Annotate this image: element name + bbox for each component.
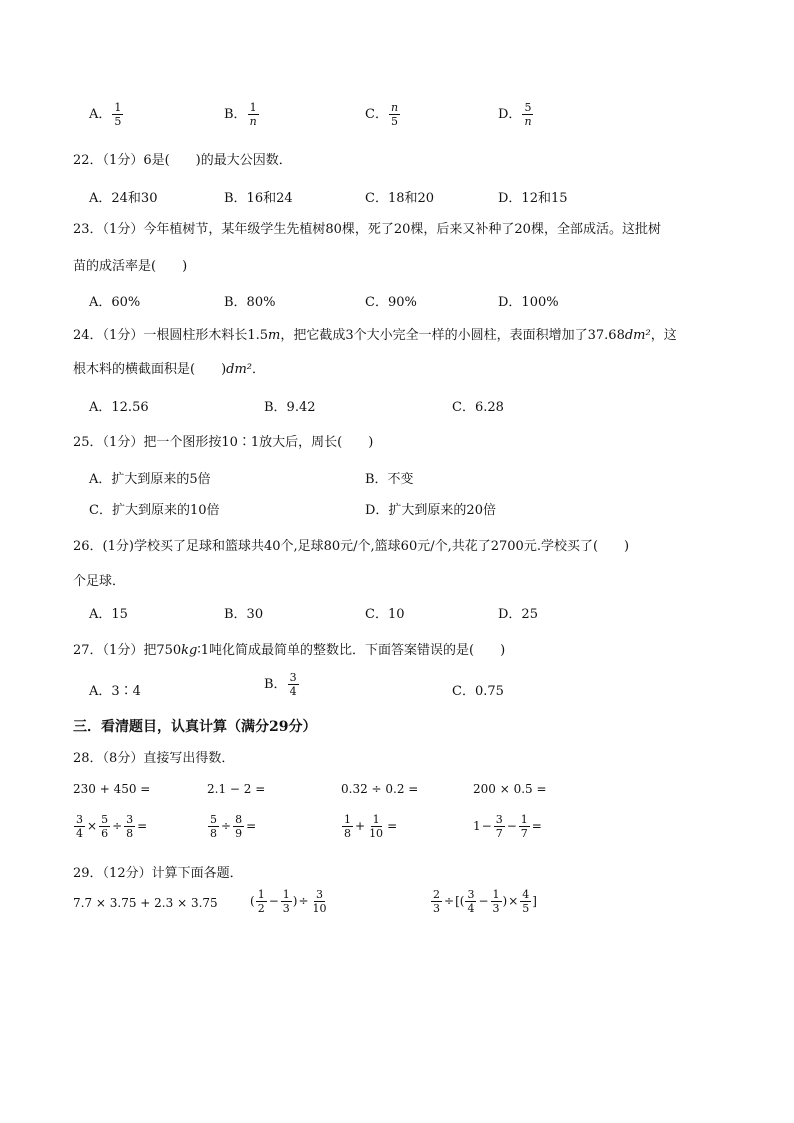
q23-option-a: A．60% xyxy=(89,295,141,310)
q29-expr-3: $\frac{2}{3}$ ÷[( $\frac{3}{4}$ − $\frac{1}{3}$ )× $\frac{4}{5}$ ] xyxy=(433,888,537,915)
q25-option-c: C．扩大到原来的10倍 xyxy=(89,503,220,518)
q21-option-c: C． $\frac{n}{5}$ xyxy=(365,101,399,128)
q28-expr-3: 0.32 ÷ 0.2 = xyxy=(341,782,419,796)
q21-option-a: A． $\frac{1}{5}$ xyxy=(89,101,122,128)
q21-option-b: B． $\frac{1}{n}$ xyxy=(224,101,257,128)
q22-option-b: B．16和24 xyxy=(224,191,293,206)
question-26-line1: 26．(1分)学校买了足球和篮球共40个,足球80元/个,篮球60元/个,共花了2700元.学校买了( ) xyxy=(73,539,630,554)
q24-option-b: B．9.42 xyxy=(264,400,316,415)
q25-option-d: D．扩大到原来的20倍 xyxy=(365,503,496,518)
question-23-line1: 23．（1分）今年植树节，某年级学生先植树80棵，死了20棵，后来又补种了20棵，全部成活。这批树 xyxy=(73,222,661,237)
q23-option-c: C．90% xyxy=(365,295,417,310)
q29-expr-2: ( $\frac{1}{2}$ − $\frac{1}{3}$ )÷ $\frac{3}{10}$ xyxy=(250,888,327,915)
q28-expr-2: 2.1 − 2 = xyxy=(207,782,266,796)
fraction: $\frac{1}{n}$ xyxy=(249,101,257,128)
q28-expr-5: $\frac{3}{4}$ × $\frac{5}{6}$ ÷ $\frac{3}{8}$ = xyxy=(76,813,148,840)
q21-option-d: D． $\frac{5}{n}$ xyxy=(498,101,532,128)
q25-option-b: B．不变 xyxy=(365,472,414,487)
q22-option-c: C．18和20 xyxy=(365,191,435,206)
fraction: $\frac{3}{4}$ xyxy=(289,671,297,698)
q22-option-d: D．12和15 xyxy=(498,191,568,206)
q24-option-a: A．12.56 xyxy=(89,400,149,415)
question-26-line2: 个足球． xyxy=(73,574,126,589)
q26-option-c: C．10 xyxy=(365,607,405,622)
q27-option-b: B． $\frac{3}{4}$ xyxy=(264,671,297,698)
question-22: 22．（1分）6是( )的最大公因数． xyxy=(73,153,292,168)
fraction: $\frac{5}{n}$ xyxy=(524,101,532,128)
q23-option-d: D．100% xyxy=(498,295,559,310)
q27-option-a: A．3∶4 xyxy=(89,684,141,699)
question-29: 29．（12分）计算下面各题． xyxy=(73,866,243,881)
q24-option-c: C．6.28 xyxy=(452,400,504,415)
question-23-line2: 苗的成活率是( ) xyxy=(73,259,188,274)
q27-option-c: C．0.75 xyxy=(452,684,504,699)
question-25: 25．（1分）把一个图形按10∶1放大后，周长( ) xyxy=(73,435,374,450)
question-27: 27．（1分）把750kg∶1吨化简成最简单的整数比．下面答案错误的是( ) xyxy=(73,643,506,658)
q26-option-d: D．25 xyxy=(498,607,538,622)
q23-option-b: B．80% xyxy=(224,295,276,310)
section-heading: 三．看清题目，认真计算（满分29分） xyxy=(73,719,317,735)
q25-option-a: A．扩大到原来的5倍 xyxy=(89,472,211,487)
fraction: $\frac{1}{5}$ xyxy=(114,101,122,128)
q28-expr-6: $\frac{5}{8}$ ÷ $\frac{8}{9}$ = xyxy=(210,813,257,840)
question-28: 28．（8分）直接写出得数． xyxy=(73,751,235,766)
q28-expr-4: 200 × 0.5 = xyxy=(473,782,547,796)
q26-option-a: A．15 xyxy=(89,607,128,622)
q22-option-a: A．24和30 xyxy=(89,191,158,206)
q26-option-b: B．30 xyxy=(224,607,264,622)
q29-expr-1: 7.7 × 3.75 + 2.3 × 3.75 xyxy=(73,896,218,910)
question-24-line2: 根木料的横截面积是( )dm²． xyxy=(73,362,266,377)
q28-expr-8: 1− $\frac{3}{7}$ − $\frac{1}{7}$ = xyxy=(473,813,542,840)
q28-expr-7: $\frac{1}{8}$ + $\frac{1}{10}$ = xyxy=(344,813,398,840)
question-24-line1: 24．（1分）一根圆柱形木料长1.5m，把它截成3个大小完全一样的小圆柱，表面积增加了37.68dm²，这 xyxy=(73,328,677,343)
q28-expr-1: 230 + 450 = xyxy=(73,782,151,796)
fraction: $\frac{n}{5}$ xyxy=(390,101,399,128)
